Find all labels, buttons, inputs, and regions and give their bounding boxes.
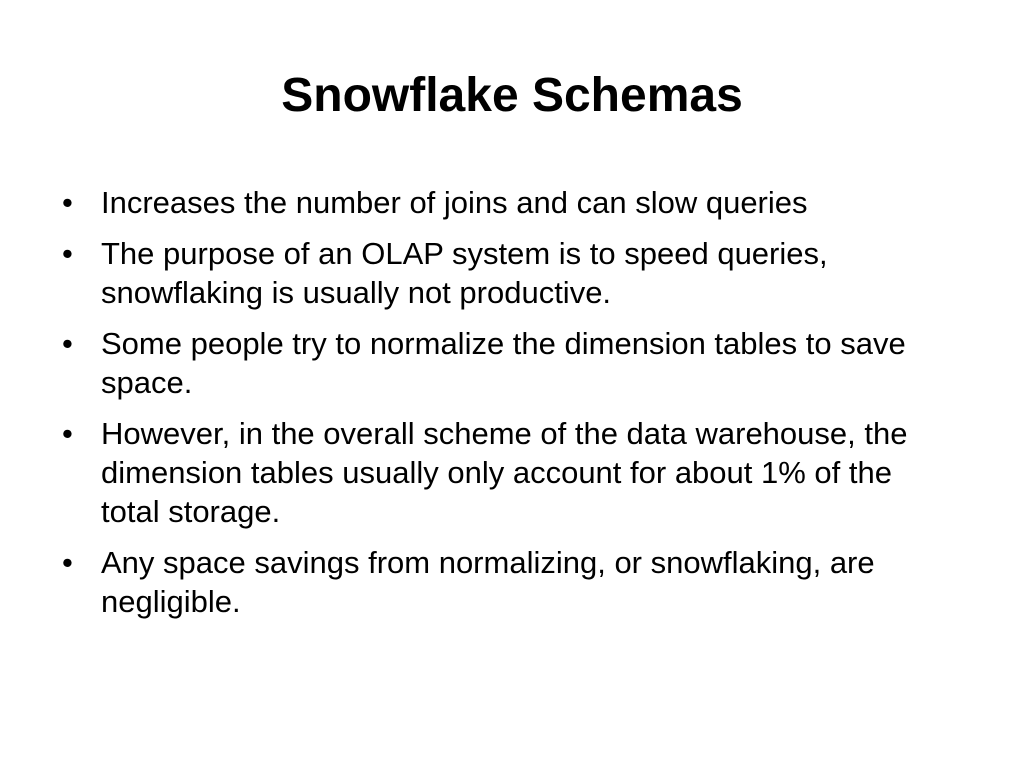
bullet-icon: • [62,545,73,580]
bullet-item [56,414,956,531]
bullet-text: The purpose of an OLAP system is to speed queries, snowflaking is usually not productive. [101,236,828,310]
bullet-text: Some people try to normalize the dimension tables to save space. [101,326,906,400]
bullet-icon: • [62,236,73,271]
bullet-item [56,543,956,621]
bullet-item [56,183,956,222]
bullet-item [56,324,956,402]
bullet-text: However, in the overall scheme of the data warehouse, the dimension tables usually only account for about 1% of the total storage. [101,416,908,529]
bullet-list [56,183,956,633]
bullet-icon: • [62,185,73,220]
slide-title: Snowflake Schemas [281,69,743,122]
bullet-item [56,234,956,312]
bullet-icon: • [62,326,73,361]
bullet-text: Any space savings from normalizing, or snowflaking, are negligible. [101,545,875,619]
bullet-text: Increases the number of joins and can slow queries [101,185,808,220]
bullet-icon: • [62,416,73,451]
